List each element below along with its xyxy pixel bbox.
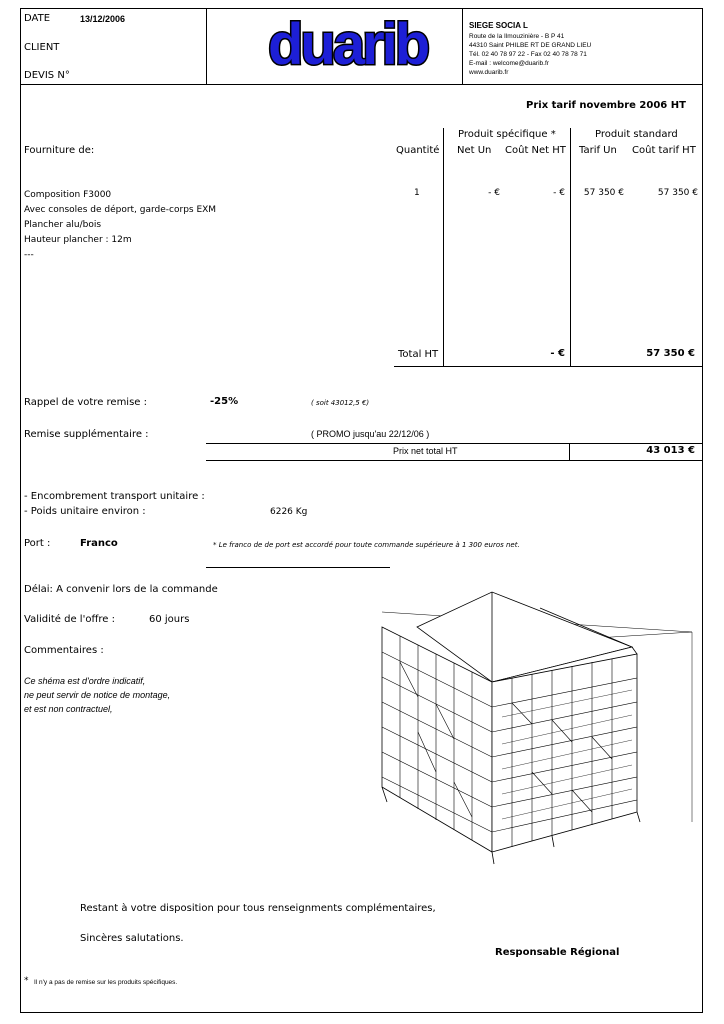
rappel-value: -25% — [210, 396, 239, 407]
commentaire-line: et est non contractuel, — [24, 704, 113, 714]
rappel-note: ( soit 43012,5 €) — [311, 399, 370, 407]
commentaire-line: Ce shéma est d'ordre indicatif, — [24, 676, 146, 686]
prix-net-label: Prix net total HT — [393, 446, 458, 456]
item-line: Composition F3000 — [24, 190, 112, 200]
commentaire-line: ne peut servir de notice de montage, — [24, 690, 171, 700]
port-underline — [206, 567, 390, 568]
commentaire-block — [24, 674, 170, 716]
scaffolding-illustration — [372, 572, 697, 892]
net-un-header: Net Un — [457, 145, 492, 156]
tarif-un-header: Tarif Un — [579, 145, 617, 156]
scaffold-right-face — [492, 654, 637, 852]
address-block — [469, 32, 591, 77]
address-line: www.duarib.fr — [469, 69, 509, 76]
produit-specifique-header: Produit spécifique * — [458, 129, 556, 140]
footnote-mark: * — [24, 976, 29, 986]
duarib-logo: duarib — [268, 12, 428, 77]
item-cout-tarif: 57 350 € — [657, 188, 698, 198]
header-separator-left — [206, 8, 207, 84]
port-label: Port : — [24, 538, 51, 549]
prix-net-separator — [569, 443, 570, 460]
cout-tarif-ht-header: Coût tarif HT — [632, 145, 696, 156]
cout-net-ht-header: Coût Net HT — [505, 145, 566, 156]
poids-value: 6226 Kg — [270, 507, 308, 517]
devis-label: DEVIS N° — [24, 70, 70, 81]
supplementaire-label: Remise supplémentaire : — [24, 429, 149, 440]
commentaires-label: Commentaires : — [24, 645, 104, 656]
validite-value: 60 jours — [149, 614, 190, 625]
total-underline — [394, 366, 703, 367]
signature: Responsable Régional — [495, 947, 620, 958]
address-line: Tél. 02 40 78 97 22 - Fax 02 40 78 78 71 — [469, 51, 587, 58]
prix-net-value: 43 013 € — [646, 445, 695, 456]
date-label: DATE — [24, 13, 51, 24]
quantite-header: Quantité — [396, 145, 440, 156]
closing-line-1: Restant à votre disposition pour tous renseignments complémentaires, — [80, 903, 436, 914]
encombrement-label: - Encombrement transport unitaire : — [24, 491, 205, 502]
item-net-un: - € — [488, 188, 500, 198]
total-label: Total HT — [398, 349, 439, 360]
header-separator-right — [462, 8, 463, 84]
footnote-text: Il n'y a pas de remise sur les produits spécifiques. — [34, 979, 178, 986]
supplementaire-note: ( PROMO jusqu'au 22/12/06 ) — [311, 429, 430, 439]
item-line: Avec consoles de déport, garde-corps EXM — [24, 205, 217, 215]
item-line: Plancher alu/bois — [24, 220, 102, 230]
item-quantite: 1 — [414, 188, 420, 198]
address-line: E-mail : welcome@duarib.fr — [469, 60, 549, 67]
prix-net-top-line — [206, 443, 703, 444]
item-description — [24, 188, 216, 263]
item-tarif-un: 57 350 € — [583, 188, 624, 198]
fourniture-label: Fourniture de: — [24, 145, 95, 156]
item-line: Hauteur plancher : 12m — [24, 235, 132, 245]
produit-standard-header: Produit standard — [595, 129, 678, 140]
col-line-2 — [570, 128, 571, 366]
validite-label: Validité de l'offre : — [24, 614, 115, 625]
address-line: Route de la Ilmouzinière - B P 41 — [469, 33, 565, 40]
item-line: --- — [24, 250, 34, 260]
rappel-label: Rappel de votre remise : — [24, 397, 147, 408]
col-line-1 — [443, 128, 444, 366]
poids-label: - Poids unitaire environ : — [24, 506, 146, 517]
address-line: 44310 Saint PHILBE RT DE GRAND LIEU — [469, 42, 592, 49]
prix-net-bottom-line — [206, 460, 703, 461]
client-label: CLIENT — [24, 42, 60, 53]
prix-tarif-title: Prix tarif novembre 2006 HT — [526, 100, 686, 111]
port-value: Franco — [80, 538, 118, 549]
siege-title: SIEGE SOCIA L — [469, 21, 528, 30]
delai-text: Délai: A convenir lors de la commande — [24, 584, 218, 595]
port-note: * Le franco de de port est accordé pour toute commande supérieure à 1 300 euros net. — [213, 541, 520, 549]
item-cout-net: - € — [553, 188, 565, 198]
total-tarif: 57 350 € — [646, 348, 695, 359]
closing-line-2: Sincères salutations. — [80, 933, 184, 944]
date-value: 13/12/2006 — [80, 14, 126, 24]
total-net: - € — [550, 348, 565, 359]
header-divider — [20, 84, 703, 85]
